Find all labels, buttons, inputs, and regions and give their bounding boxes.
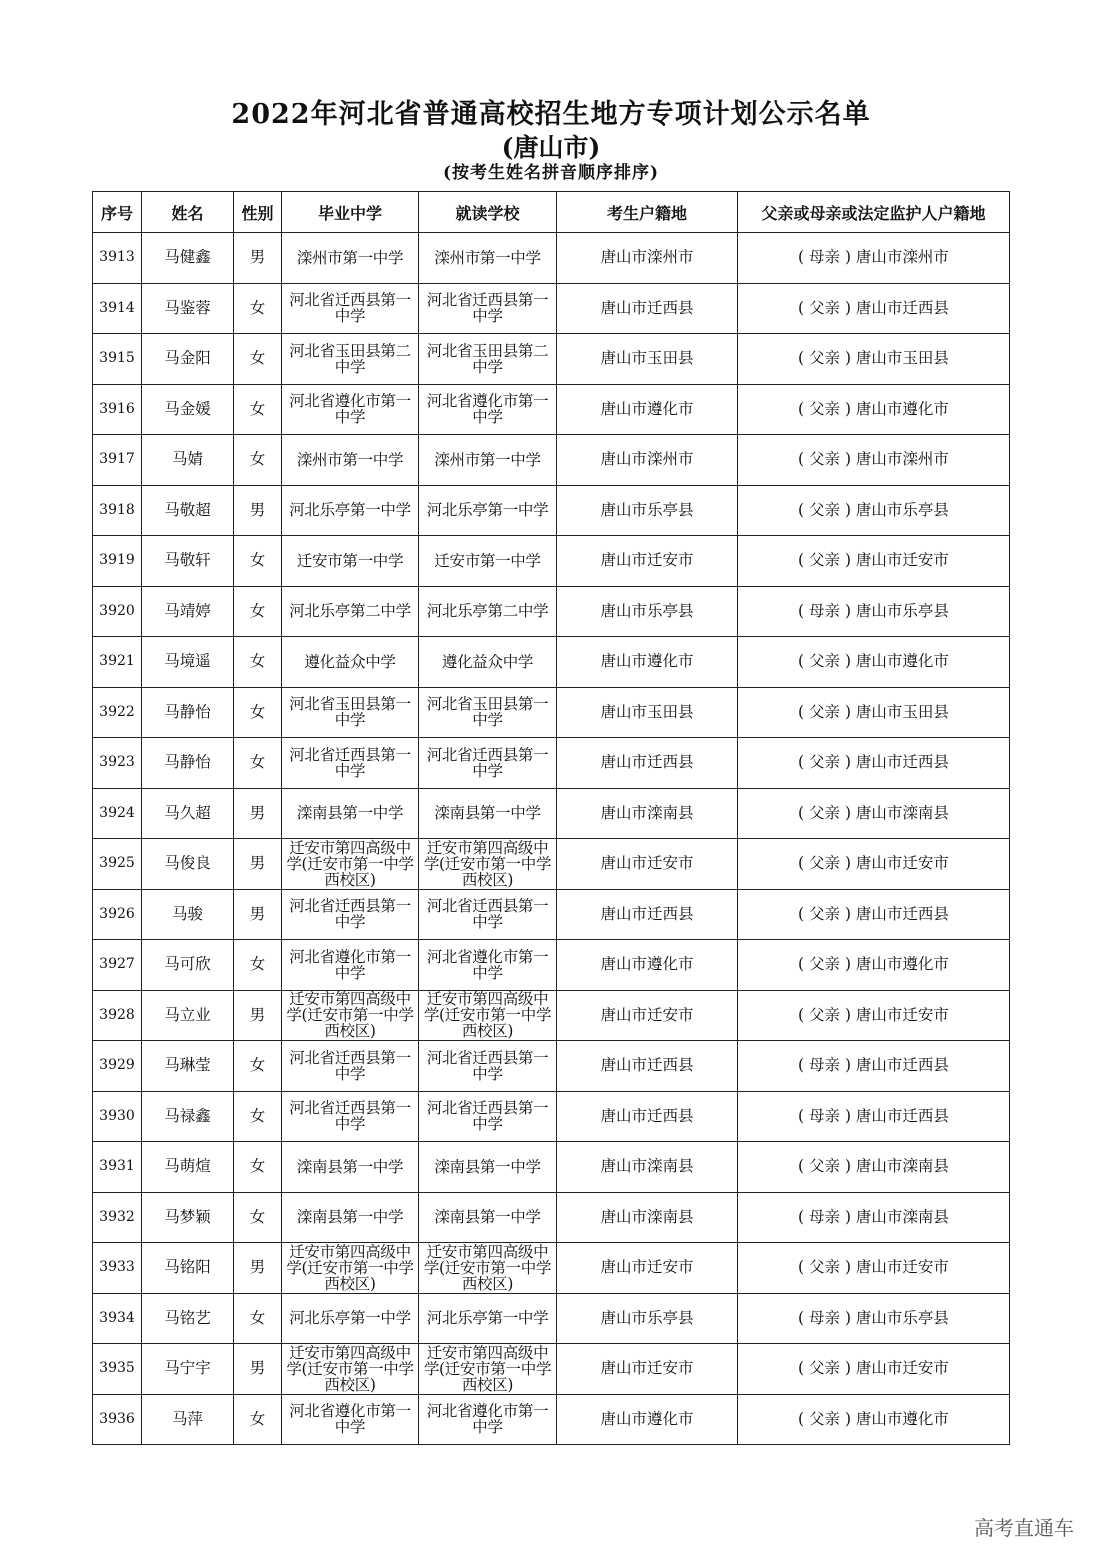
cell-student-hukou: 唐山市滦南县 <box>557 788 738 839</box>
cell-guardian-hukou: ( 父亲 ) 唐山市玉田县 <box>738 687 1010 738</box>
cell-guardian-hukou: ( 父亲 ) 唐山市滦南县 <box>738 1142 1010 1193</box>
cell-name: 马靖婷 <box>142 586 234 637</box>
table-row <box>93 1142 1010 1193</box>
table-row <box>93 1041 1010 1092</box>
cell-gender: 女 <box>234 1192 282 1243</box>
cell-guardian-hukou: ( 父亲 ) 唐山市滦南县 <box>738 788 1010 839</box>
cell-seq: 3920 <box>93 586 142 637</box>
table-row <box>93 990 1010 1041</box>
cell-name: 马婧 <box>142 435 234 486</box>
cell-current-school: 滦南县第一中学 <box>419 788 557 839</box>
cell-current-school: 河北省迁西县第一中学 <box>419 1091 557 1142</box>
cell-name: 马俊良 <box>142 839 234 890</box>
cell-student-hukou: 唐山市滦南县 <box>557 1192 738 1243</box>
cell-guardian-hukou: ( 父亲 ) 唐山市玉田县 <box>738 334 1010 385</box>
cell-grad-school: 滦南县第一中学 <box>282 788 419 839</box>
cell-gender: 女 <box>234 637 282 688</box>
cell-guardian-hukou: ( 父亲 ) 唐山市迁安市 <box>738 990 1010 1041</box>
cell-name: 马境遥 <box>142 637 234 688</box>
watermark: 高考直通车 <box>974 1516 1074 1540</box>
header-seq: 序号 <box>93 192 142 233</box>
cell-grad-school: 河北乐亭第一中学 <box>282 485 419 536</box>
table-row <box>93 586 1010 637</box>
cell-name: 马健鑫 <box>142 233 234 284</box>
cell-student-hukou: 唐山市滦州市 <box>557 435 738 486</box>
cell-student-hukou: 唐山市迁西县 <box>557 1041 738 1092</box>
cell-seq: 3936 <box>93 1394 142 1445</box>
cell-current-school: 迁安市第四高级中学(迁安市第一中学西校区) <box>419 1344 557 1395</box>
cell-student-hukou: 唐山市迁安市 <box>557 1243 738 1294</box>
cell-grad-school: 河北乐亭第一中学 <box>282 1293 419 1344</box>
table-row <box>93 536 1010 587</box>
cell-seq: 3916 <box>93 384 142 435</box>
cell-student-hukou: 唐山市迁安市 <box>557 536 738 587</box>
cell-name: 马金媛 <box>142 384 234 435</box>
cell-guardian-hukou: ( 母亲 ) 唐山市滦南县 <box>738 1192 1010 1243</box>
table-row <box>93 384 1010 435</box>
cell-seq: 3933 <box>93 1243 142 1294</box>
cell-seq: 3925 <box>93 839 142 890</box>
header-current-school: 就读学校 <box>419 192 557 233</box>
cell-gender: 女 <box>234 334 282 385</box>
cell-gender: 女 <box>234 940 282 991</box>
header-student-hukou: 考生户籍地 <box>557 192 738 233</box>
cell-name: 马萍 <box>142 1394 234 1445</box>
cell-seq: 3927 <box>93 940 142 991</box>
cell-student-hukou: 唐山市迁安市 <box>557 990 738 1041</box>
cell-gender: 女 <box>234 536 282 587</box>
cell-seq: 3935 <box>93 1344 142 1395</box>
cell-current-school: 滦州市第一中学 <box>419 435 557 486</box>
cell-grad-school: 遵化益众中学 <box>282 637 419 688</box>
table-row <box>93 687 1010 738</box>
cell-grad-school: 河北乐亭第二中学 <box>282 586 419 637</box>
table-row <box>93 889 1010 940</box>
cell-current-school: 迁安市第四高级中学(迁安市第一中学西校区) <box>419 1243 557 1294</box>
table-row <box>93 839 1010 890</box>
cell-grad-school: 迁安市第四高级中学(迁安市第一中学西校区) <box>282 990 419 1041</box>
cell-gender: 女 <box>234 1091 282 1142</box>
cell-guardian-hukou: ( 父亲 ) 唐山市迁安市 <box>738 839 1010 890</box>
cell-student-hukou: 唐山市乐亭县 <box>557 1293 738 1344</box>
cell-guardian-hukou: ( 母亲 ) 唐山市滦州市 <box>738 233 1010 284</box>
cell-student-hukou: 唐山市滦州市 <box>557 233 738 284</box>
cell-student-hukou: 唐山市遵化市 <box>557 384 738 435</box>
table-row <box>93 1394 1010 1445</box>
cell-student-hukou: 唐山市迁西县 <box>557 1091 738 1142</box>
table-row <box>93 1192 1010 1243</box>
cell-current-school: 遵化益众中学 <box>419 637 557 688</box>
cell-name: 马金阳 <box>142 334 234 385</box>
cell-current-school: 滦南县第一中学 <box>419 1192 557 1243</box>
cell-guardian-hukou: ( 父亲 ) 唐山市滦州市 <box>738 435 1010 486</box>
cell-current-school: 滦南县第一中学 <box>419 1142 557 1193</box>
cell-gender: 女 <box>234 738 282 789</box>
cell-grad-school: 河北省迁西县第一中学 <box>282 283 419 334</box>
cell-current-school: 河北省玉田县第一中学 <box>419 687 557 738</box>
cell-gender: 男 <box>234 233 282 284</box>
table-row <box>93 485 1010 536</box>
cell-gender: 女 <box>234 1142 282 1193</box>
cell-name: 马琳莹 <box>142 1041 234 1092</box>
cell-student-hukou: 唐山市玉田县 <box>557 687 738 738</box>
cell-guardian-hukou: ( 父亲 ) 唐山市迁安市 <box>738 1344 1010 1395</box>
cell-gender: 女 <box>234 435 282 486</box>
cell-name: 马敬轩 <box>142 536 234 587</box>
table-row <box>93 1293 1010 1344</box>
cell-seq: 3918 <box>93 485 142 536</box>
header-guardian-hukou: 父亲或母亲或法定监护人户籍地 <box>738 192 1010 233</box>
table-row <box>93 637 1010 688</box>
cell-grad-school: 河北省迁西县第一中学 <box>282 889 419 940</box>
cell-student-hukou: 唐山市迁西县 <box>557 889 738 940</box>
table-row <box>93 1091 1010 1142</box>
cell-current-school: 河北省迁西县第一中学 <box>419 889 557 940</box>
sort-note: (按考生姓名拼音顺序排序) <box>442 163 660 183</box>
cell-seq: 3924 <box>93 788 142 839</box>
cell-name: 马宁宇 <box>142 1344 234 1395</box>
cell-gender: 男 <box>234 990 282 1041</box>
cell-guardian-hukou: ( 母亲 ) 唐山市乐亭县 <box>738 586 1010 637</box>
cell-gender: 女 <box>234 384 282 435</box>
cell-seq: 3917 <box>93 435 142 486</box>
cell-seq: 3932 <box>93 1192 142 1243</box>
cell-student-hukou: 唐山市遵化市 <box>557 1394 738 1445</box>
table-row <box>93 334 1010 385</box>
cell-grad-school: 河北省遵化市第一中学 <box>282 384 419 435</box>
cell-current-school: 河北省迁西县第一中学 <box>419 738 557 789</box>
cell-guardian-hukou: ( 父亲 ) 唐山市迁西县 <box>738 738 1010 789</box>
cell-student-hukou: 唐山市迁安市 <box>557 1344 738 1395</box>
cell-current-school: 河北省遵化市第一中学 <box>419 384 557 435</box>
cell-current-school: 河北省玉田县第二中学 <box>419 334 557 385</box>
table-row <box>93 738 1010 789</box>
cell-seq: 3915 <box>93 334 142 385</box>
cell-student-hukou: 唐山市乐亭县 <box>557 586 738 637</box>
cell-seq: 3919 <box>93 536 142 587</box>
cell-name: 马可欣 <box>142 940 234 991</box>
cell-grad-school: 河北省迁西县第一中学 <box>282 738 419 789</box>
cell-seq: 3930 <box>93 1091 142 1142</box>
cell-name: 马鉴蓉 <box>142 283 234 334</box>
cell-seq: 3921 <box>93 637 142 688</box>
cell-current-school: 河北乐亭第一中学 <box>419 1293 557 1344</box>
cell-current-school: 河北乐亭第一中学 <box>419 485 557 536</box>
cell-gender: 男 <box>234 839 282 890</box>
header-grad-school: 毕业中学 <box>282 192 419 233</box>
cell-name: 马立业 <box>142 990 234 1041</box>
cell-current-school: 河北省遵化市第一中学 <box>419 1394 557 1445</box>
cell-seq: 3929 <box>93 1041 142 1092</box>
cell-gender: 女 <box>234 586 282 637</box>
cell-student-hukou: 唐山市迁安市 <box>557 839 738 890</box>
cell-seq: 3922 <box>93 687 142 738</box>
cell-grad-school: 迁安市第四高级中学(迁安市第一中学西校区) <box>282 839 419 890</box>
cell-grad-school: 河北省玉田县第一中学 <box>282 687 419 738</box>
cell-grad-school: 滦南县第一中学 <box>282 1142 419 1193</box>
header-gender: 性别 <box>234 192 282 233</box>
cell-guardian-hukou: ( 父亲 ) 唐山市迁安市 <box>738 536 1010 587</box>
cell-seq: 3913 <box>93 233 142 284</box>
cell-name: 马久超 <box>142 788 234 839</box>
cell-grad-school: 迁安市第一中学 <box>282 536 419 587</box>
cell-gender: 男 <box>234 889 282 940</box>
cell-current-school: 河北省迁西县第一中学 <box>419 1041 557 1092</box>
cell-student-hukou: 唐山市乐亭县 <box>557 485 738 536</box>
page-title: 2022年河北省普通高校招生地方专项计划公示名单 <box>231 99 871 130</box>
cell-grad-school: 河北省遵化市第一中学 <box>282 1394 419 1445</box>
cell-guardian-hukou: ( 母亲 ) 唐山市乐亭县 <box>738 1293 1010 1344</box>
cell-guardian-hukou: ( 父亲 ) 唐山市遵化市 <box>738 384 1010 435</box>
page-subtitle: (唐山市) <box>501 133 601 162</box>
cell-gender: 男 <box>234 485 282 536</box>
cell-gender: 女 <box>234 687 282 738</box>
cell-guardian-hukou: ( 父亲 ) 唐山市遵化市 <box>738 1394 1010 1445</box>
table-row <box>93 435 1010 486</box>
cell-guardian-hukou: ( 母亲 ) 唐山市迁西县 <box>738 1041 1010 1092</box>
cell-guardian-hukou: ( 父亲 ) 唐山市迁安市 <box>738 1243 1010 1294</box>
cell-name: 马敬超 <box>142 485 234 536</box>
cell-student-hukou: 唐山市迁西县 <box>557 738 738 789</box>
cell-grad-school: 迁安市第四高级中学(迁安市第一中学西校区) <box>282 1243 419 1294</box>
cell-grad-school: 滦南县第一中学 <box>282 1192 419 1243</box>
cell-guardian-hukou: ( 父亲 ) 唐山市乐亭县 <box>738 485 1010 536</box>
cell-gender: 女 <box>234 1394 282 1445</box>
table-header-row <box>93 192 1010 233</box>
cell-grad-school: 滦州市第一中学 <box>282 435 419 486</box>
cell-current-school: 迁安市第四高级中学(迁安市第一中学西校区) <box>419 990 557 1041</box>
cell-gender: 女 <box>234 1041 282 1092</box>
cell-guardian-hukou: ( 父亲 ) 唐山市迁西县 <box>738 889 1010 940</box>
cell-name: 马铭阳 <box>142 1243 234 1294</box>
cell-gender: 男 <box>234 1243 282 1294</box>
cell-student-hukou: 唐山市玉田县 <box>557 334 738 385</box>
cell-seq: 3931 <box>93 1142 142 1193</box>
cell-grad-school: 滦州市第一中学 <box>282 233 419 284</box>
header-name: 姓名 <box>142 192 234 233</box>
cell-gender: 男 <box>234 788 282 839</box>
cell-name: 马萌煊 <box>142 1142 234 1193</box>
cell-seq: 3926 <box>93 889 142 940</box>
cell-gender: 男 <box>234 1344 282 1395</box>
cell-guardian-hukou: ( 父亲 ) 唐山市遵化市 <box>738 637 1010 688</box>
cell-student-hukou: 唐山市遵化市 <box>557 637 738 688</box>
cell-name: 马静怡 <box>142 687 234 738</box>
cell-student-hukou: 唐山市迁西县 <box>557 283 738 334</box>
cell-guardian-hukou: ( 父亲 ) 唐山市遵化市 <box>738 940 1010 991</box>
cell-student-hukou: 唐山市滦南县 <box>557 1142 738 1193</box>
table-row <box>93 1243 1010 1294</box>
cell-gender: 女 <box>234 1293 282 1344</box>
cell-name: 马梦颖 <box>142 1192 234 1243</box>
cell-guardian-hukou: ( 母亲 ) 唐山市迁西县 <box>738 1091 1010 1142</box>
table-row <box>93 283 1010 334</box>
cell-seq: 3914 <box>93 283 142 334</box>
cell-name: 马铭艺 <box>142 1293 234 1344</box>
cell-name: 马骏 <box>142 889 234 940</box>
cell-grad-school: 河北省遵化市第一中学 <box>282 940 419 991</box>
table-row <box>93 233 1010 284</box>
table-row <box>93 1344 1010 1395</box>
cell-name: 马禄鑫 <box>142 1091 234 1142</box>
cell-current-school: 河北乐亭第二中学 <box>419 586 557 637</box>
cell-guardian-hukou: ( 父亲 ) 唐山市迁西县 <box>738 283 1010 334</box>
cell-grad-school: 迁安市第四高级中学(迁安市第一中学西校区) <box>282 1344 419 1395</box>
table-row <box>93 788 1010 839</box>
cell-current-school: 滦州市第一中学 <box>419 233 557 284</box>
cell-gender: 女 <box>234 283 282 334</box>
cell-seq: 3923 <box>93 738 142 789</box>
cell-current-school: 迁安市第四高级中学(迁安市第一中学西校区) <box>419 839 557 890</box>
table-row <box>93 940 1010 991</box>
cell-student-hukou: 唐山市遵化市 <box>557 940 738 991</box>
cell-grad-school: 河北省迁西县第一中学 <box>282 1041 419 1092</box>
cell-seq: 3934 <box>93 1293 142 1344</box>
admission-list-table <box>92 191 1010 1445</box>
cell-name: 马静怡 <box>142 738 234 789</box>
cell-current-school: 河北省遵化市第一中学 <box>419 940 557 991</box>
cell-current-school: 迁安市第一中学 <box>419 536 557 587</box>
cell-seq: 3928 <box>93 990 142 1041</box>
cell-current-school: 河北省迁西县第一中学 <box>419 283 557 334</box>
cell-grad-school: 河北省迁西县第一中学 <box>282 1091 419 1142</box>
cell-grad-school: 河北省玉田县第二中学 <box>282 334 419 385</box>
